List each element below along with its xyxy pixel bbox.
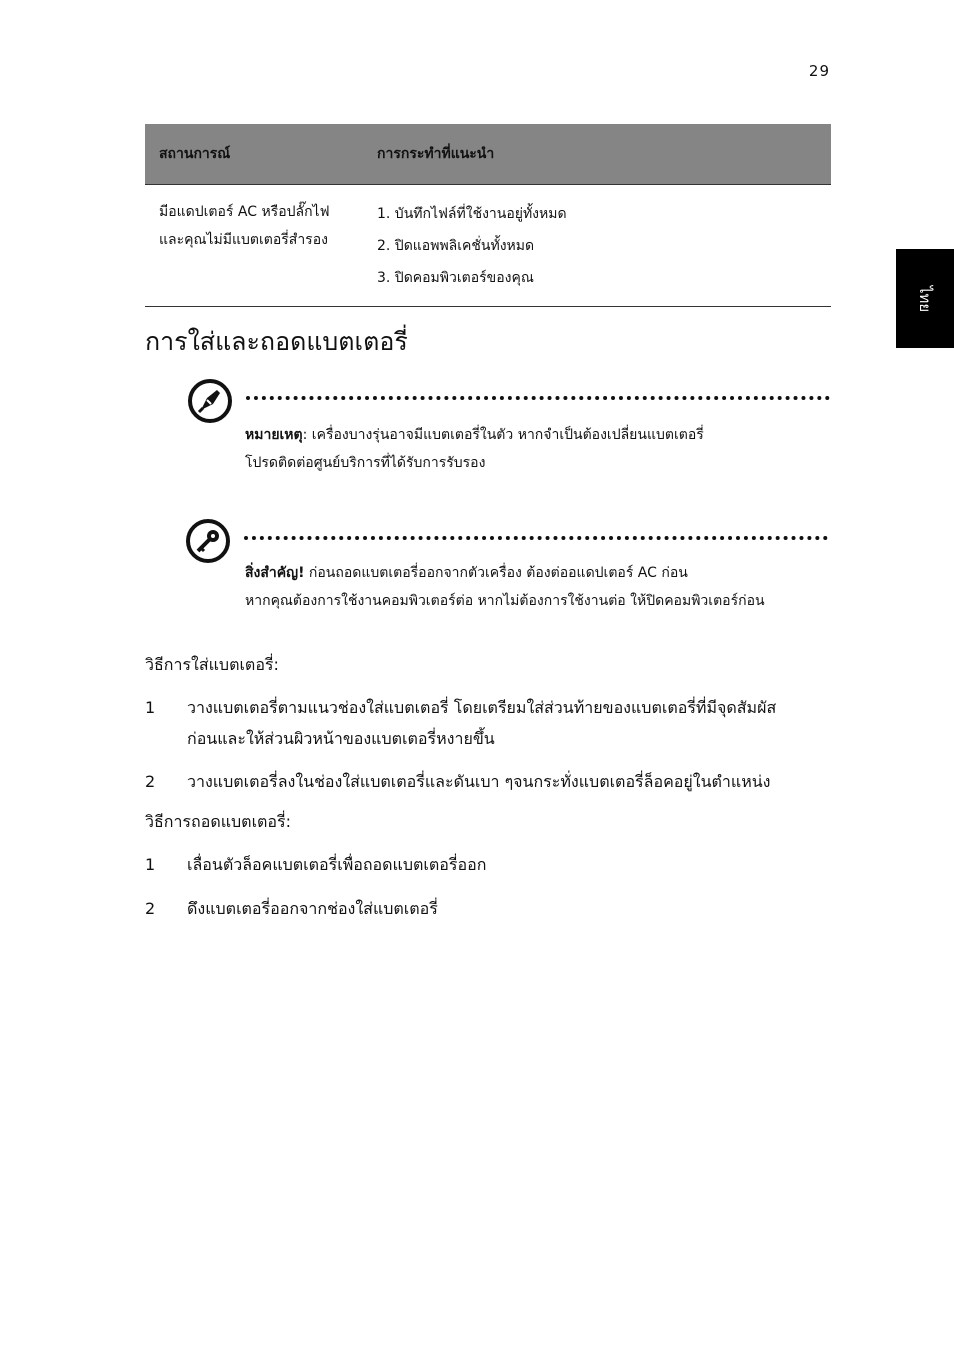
note-divider	[246, 396, 830, 400]
note-label: หมายเหตุ	[245, 427, 303, 443]
step-text: วางแบตเตอรี่ลงในช่องใส่แบตเตอรี่และดันเบา ๆจนกระทั่งแบตเตอรี่ล็อคอยู่ในตำแหน่ง	[187, 772, 771, 791]
step-text: ดึงแบตเตอรี่ออกจากช่องใส่แบตเตอรี่	[187, 899, 438, 918]
important-key-icon	[185, 518, 231, 564]
important-text-line: ก่อนถอดแบตเตอรี่ออกจากตัวเครื่อง ต้องต่ออแดปเตอร์ AC ก่อน	[304, 565, 688, 581]
table-row	[145, 185, 831, 307]
note-pen-icon	[187, 378, 233, 424]
step-text	[187, 692, 837, 754]
install-intro: วิธีการใส่แบตเตอรี่:	[145, 655, 279, 674]
action-cell	[361, 185, 831, 307]
note-text-line: โปรดติดต่อศูนย์บริการที่ได้รับการรับรอง	[245, 455, 486, 471]
important-text	[245, 559, 835, 615]
step-number: 2	[145, 772, 156, 791]
note-text-line: : เครื่องบางรุ่นอาจมีแบตเตอรี่ในตัว หากจำเป็นต้องเปลี่ยนแบตเตอรี่	[302, 427, 704, 443]
step-number: 2	[145, 899, 156, 918]
page-number: 29	[808, 62, 830, 80]
action-step: 3. ปิดคอมพิวเตอร์ของคุณ	[377, 270, 534, 286]
header-recommended-action: การกระทำที่แนะนำ	[361, 124, 831, 185]
step-number: 1	[145, 698, 156, 717]
table-header-row	[145, 124, 831, 185]
important-divider	[244, 536, 828, 540]
action-step: 2. ปิดแอพพลิเคชั่นทั้งหมด	[377, 238, 535, 254]
important-text-line: หากคุณต้องการใช้งานคอมพิวเตอร์ต่อ หากไม่ต้องการใช้งานต่อ ให้ปิดคอมพิวเตอร์ก่อน	[245, 593, 765, 609]
note-text	[245, 421, 835, 477]
section-title: การใส่และถอดแบตเตอรี่	[145, 327, 408, 356]
situation-cell	[145, 185, 361, 307]
header-situation: สถานการณ์	[145, 124, 361, 185]
step-number: 1	[145, 855, 156, 874]
step-text-line: ก่อนและให้ส่วนผิวหน้าของแบตเตอรี่หงายขึ้น	[187, 729, 495, 748]
language-tab-label: ไทย	[916, 285, 934, 312]
action-step: 1. บันทึกไฟล์ที่ใช้งานอยู่ทั้งหมด	[377, 206, 567, 222]
remove-intro: วิธีการถอดแบตเตอรี่:	[145, 812, 292, 831]
situation-table	[145, 124, 831, 307]
situation-line: มีอแดปเตอร์ AC หรือปลั๊กไฟ	[159, 204, 330, 220]
step-text-line: วางแบตเตอรี่ตามแนวช่องใส่แบตเตอรี่ โดยเตรียมใส่ส่วนท้ายของแบตเตอรี่ที่มีจุดสัมผัส	[187, 698, 777, 717]
language-tab	[896, 249, 954, 348]
important-label: สิ่งสำคัญ!	[245, 565, 305, 581]
situation-line: และคุณไม่มีแบตเตอรี่สำรอง	[159, 232, 328, 248]
step-text: เลื่อนตัวล็อคแบตเตอรี่เพื่อถอดแบตเตอรี่ออก	[187, 855, 487, 874]
